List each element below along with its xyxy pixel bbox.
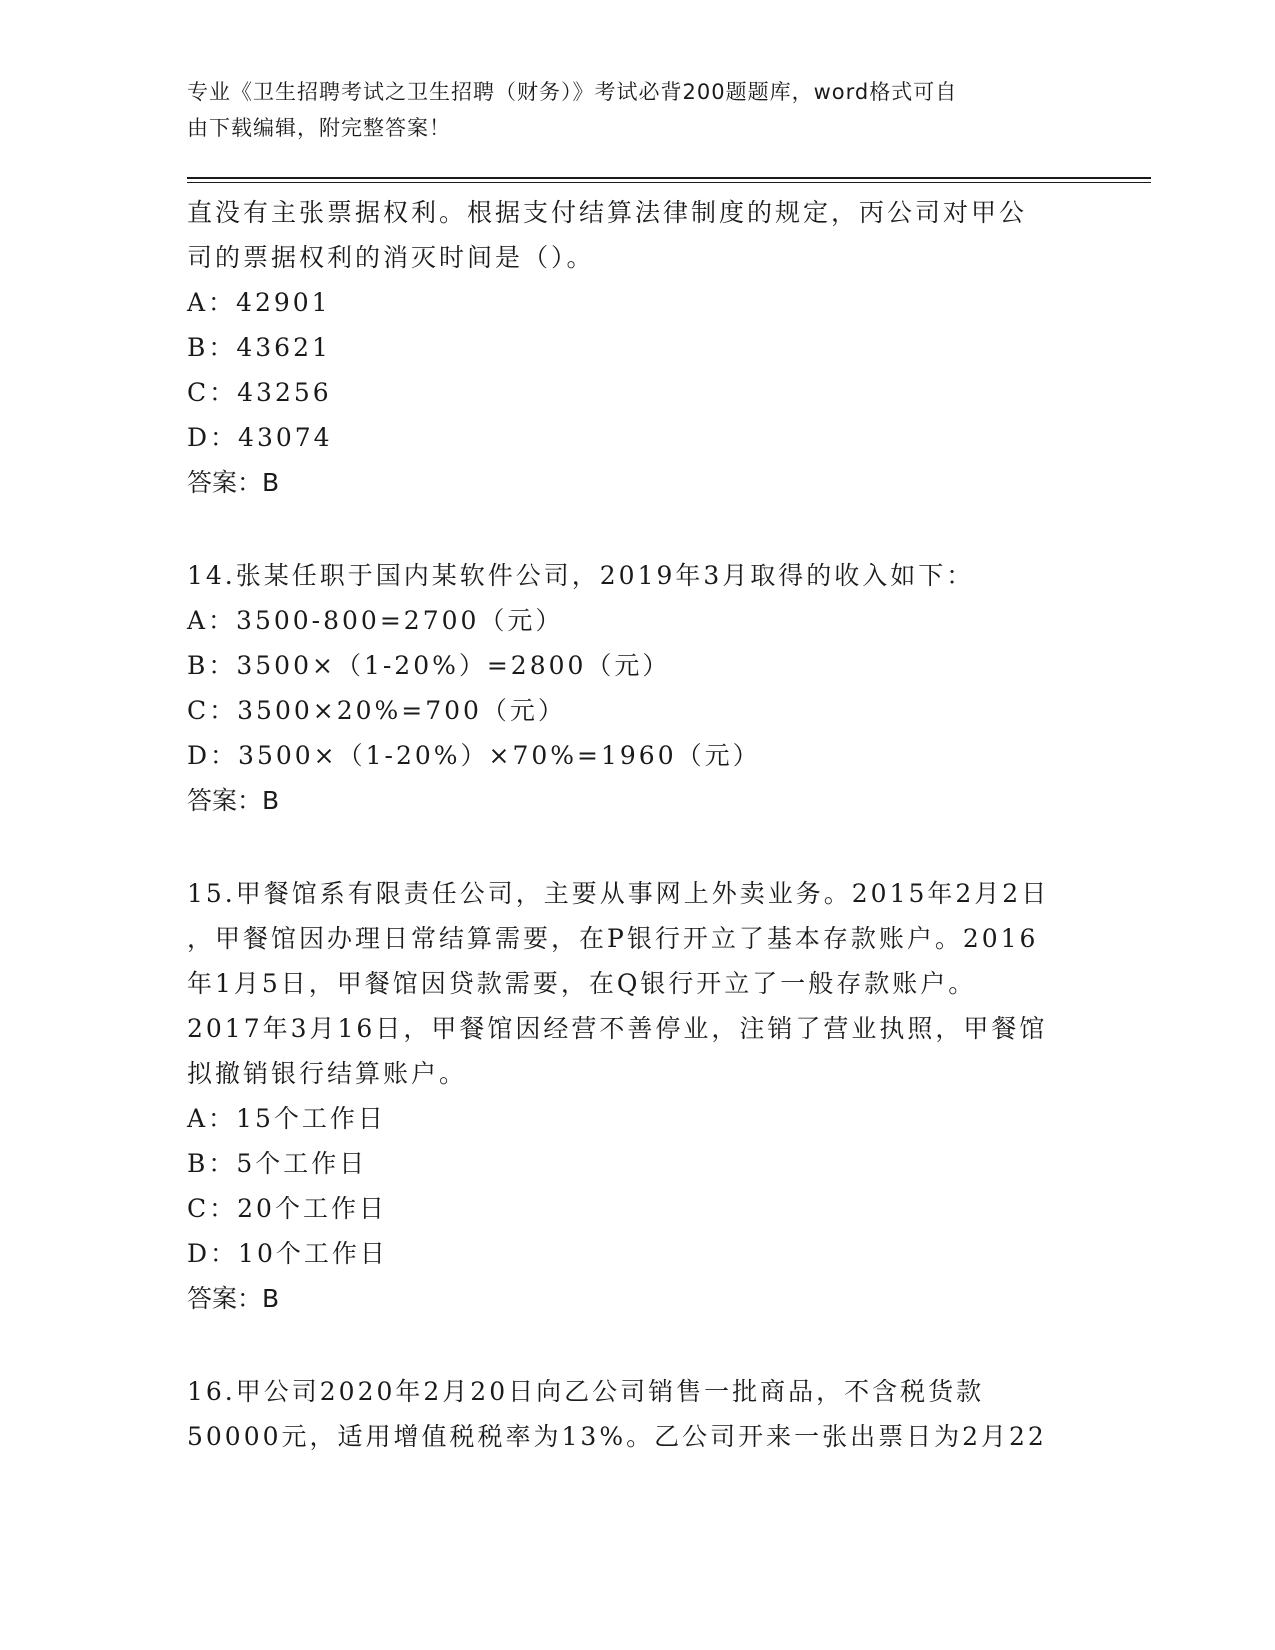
option-d: D：3500×（1-20%）×70%=1960（元） [187,741,761,770]
option-a: A：42901 [187,288,331,317]
option-c: C：43256 [187,378,332,407]
option-b: B：3500×（1-20%）=2800（元） [187,651,671,680]
question-stem-line: ，甲餐馆因办理日常结算需要，在P银行开立了基本存款账户。2016 [187,924,1039,953]
answer-line: 答案：B [187,786,280,815]
question-stem-line: 年1月5日，甲餐馆因贷款需要，在Q银行开立了一般存款账户。 [187,969,977,998]
answer-line: 答案：B [187,1284,280,1313]
question-stem-line: 司的票据权利的消灭时间是（）。 [187,243,595,272]
header-divider-thin [187,182,1151,183]
option-b: B：5个工作日 [187,1149,368,1178]
question-14 [187,553,1087,823]
question-stem-line: 14.张某任职于国内某软件公司，2019年3月取得的收入如下： [187,561,975,590]
question-list [187,190,1087,1459]
question-stem-line: 直没有主张票据权利。根据支付结算法律制度的规定，丙公司对甲公 [187,198,1028,227]
header-line-2: 由下载编辑，附完整答案！ [187,116,451,140]
header-line-1: 专业《卫生招聘考试之卫生招聘（财务）》考试必背200题题库，word格式可自 [187,80,958,104]
question-stem-line: 16.甲公司2020年2月20日向乙公司销售一批商品，不含税货款 [187,1377,985,1406]
option-a: A：15个工作日 [187,1104,386,1133]
option-c: C：20个工作日 [187,1194,387,1223]
question-16 [187,1369,1087,1459]
option-c: C：3500×20%=700（元） [187,696,566,725]
option-b: B：43621 [187,333,331,362]
question-stem-line: 拟撤销银行结算账户。 [187,1059,468,1088]
header-divider-thick [187,177,1151,179]
question-stem-line: 15.甲餐馆系有限责任公司，主要从事网上外卖业务。2015年2月2日 [187,879,1050,908]
question-stem-line: 2017年3月16日，甲餐馆因经营不善停业，注销了营业执照，甲餐馆 [187,1014,1048,1043]
question-stem-line: 50000元，适用增值税税率为13%。乙公司开来一张出票日为2月22 [187,1422,1047,1451]
option-d: D：43074 [187,423,333,452]
answer-line: 答案：B [187,468,280,497]
question-15 [187,871,1087,1321]
option-d: D：10个工作日 [187,1239,388,1268]
question-13 [187,190,1087,505]
option-a: A：3500-800=2700（元） [187,606,564,635]
document-header [187,74,1067,146]
